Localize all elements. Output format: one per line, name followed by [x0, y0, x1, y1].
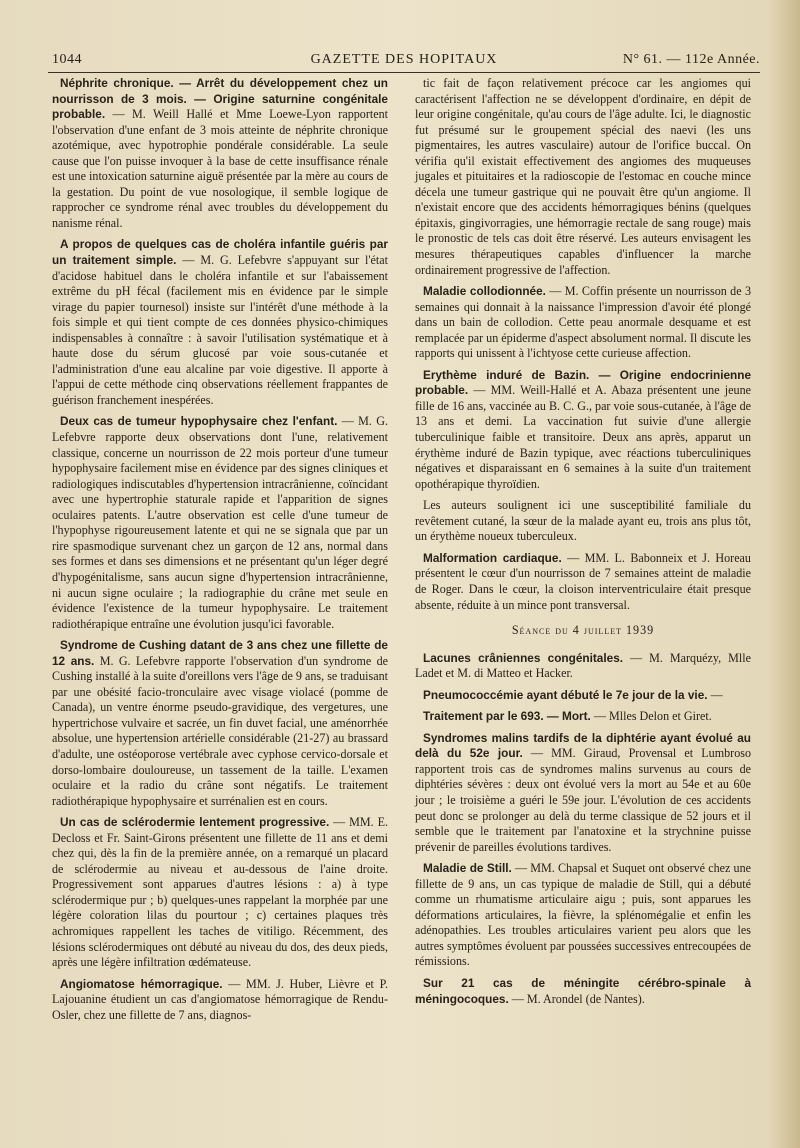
article-title: Sur 21 cas de méningite cérébro-spinale à méningocoques.	[415, 975, 751, 1006]
article-paragraph	[415, 498, 751, 545]
session-heading	[415, 623, 751, 639]
article-paragraph	[415, 731, 751, 855]
article-paragraph	[415, 284, 751, 362]
article-title: Angiomatose hémorragique.	[60, 976, 223, 991]
article-title: Malformation cardiaque.	[423, 550, 562, 565]
article-title: Erythème induré de Bazin. — Origine endocrinienne probable.	[415, 367, 751, 398]
article-title: Syndrome de Cushing datant de 3 ans chez une fillette de 12 ans.	[52, 638, 388, 668]
article-paragraph	[415, 861, 751, 970]
article-text: — MM. J. Huber, Lièvre et P. Lajouanine étudient un cas d'angiomatose hémorragique de Rendu-Osler, chez une fillette de 7 ans, diagnos-	[52, 976, 388, 1022]
left-column	[52, 76, 388, 1029]
article-text: M. G. Lefebvre rapporte l'observation d'un syndrome de Cushing installé à la suite d'oreillons vers l'âge de 9 ans, se traduisant par une obésité facio-tronculaire avec visage violacé (pomme de Canada), un ventre énorme pseudo-gravidique, des vergetures, une hypertrichose vulvaire et sacrée, un fin duvet facial, une aménorrhée absolue, une hypertension artérielle considérable (21-27) au brassard d'adulte, une ostéoporose vertébrale avec cyphose cervico-dorsale et dorso-lombaire douloureuse, un tassement de la taille. L'examen oculaire et la radio du crâne sont négatifs. Le traitement radiothérapique hypophysaire et surrénalien est en cours.	[52, 653, 388, 808]
article-title: Pneumococcémie ayant débuté le 7e jour de la vie.	[423, 687, 708, 702]
article-paragraph	[415, 368, 751, 492]
article-text: — MM. L. Babonneix et J. Horeau présentent le cœur d'un nourrisson de 7 semaines atteint de maladie de Roger. Dans le cœur, la cloison interventriculaire était presque absente, réduite à un mince pont transversal.	[415, 550, 751, 612]
article-paragraph	[52, 237, 388, 408]
article-paragraph	[415, 76, 751, 278]
article-title: Deux cas de tumeur hypophysaire chez l'enfant.	[60, 414, 338, 429]
article-paragraph	[52, 815, 388, 970]
journal-title: GAZETTE DES HOPITAUX	[310, 52, 498, 67]
article-title: Maladie collodionnée.	[423, 284, 546, 299]
article-paragraph	[415, 976, 751, 1007]
article-text: — M. Coffin présente un nourrisson de 3 semaines qui donnait à la naissance l'impression d'avoir été plongé dans un bain de collodion. Cette peau anormale desquame et est remplacée par un épiderme d'aspect absolument normal. Il discute les rapports qui unissent à l'ichtyose cette curieuse affection.	[415, 284, 751, 361]
article-paragraph	[52, 977, 388, 1024]
article-text: tic fait de façon relativement précoce car les angiomes qui caractérisent l'affection ne se développent d'ordinaire, en dépit de leur origine congénitale, qu'au cours de l'âge adulte. Ici, le diagnostic fut présumé sur le groupement spécial des naevi (les uns pigmentaires, les autres vasculaire) autour de l'orifice buccal. On vérifia qu'il existait effectivement des angiomes des muqueuses jugales et pituitaires et la radioscopie de l'estomac en couche mince décela une tumeur gastrique qui ne pouvait être qu'un angiome. Il n'existait encore que des accidents hémorragiques bénins (quelques épitaxis, gingivorragies, une hémorragie rectale de sang rouge) mais le pronostic de tels cas doit être réservé. Les auteurs envisagent les mesures thérapeutiques capables d'influencer la marche ordinairement progressive de l'affection.	[415, 76, 751, 277]
article-text: — M. G. Lefebvre rapporte deux observations dont l'une, relativement classique, concerne un nourrisson de 22 mois porteur d'une tumeur hypophysaire facilement mise en évidence par des signes cliniques et radiologiques indiscutables d'hypertension intracrânienne, coïncidant avec une hypertrophie staturale rapide et l'apparition de signes oculaires patents. L'autre observation est celle d'une tumeur de l'hypophyse rigoureusement latente et qui ne se signala que par un rire spasmodique survenant chez un garçon de 12 ans, normal dans ses formes et dans ses dimensions et ne présentant qu'un léger degré d'hypogénitalisme, sans aucun signe d'hypertension intracrânienne, ni aucun signe oculaire ; la radiographie du crâne met seule en évidence l'existence de la tumeur hypophysaire. Le traitement radiothérapique entraîne une évolution jusqu'ici favorable.	[52, 414, 388, 631]
article-title: Syndromes malins tardifs de la diphtérie ayant évolué au delà du 52e jour.	[415, 730, 751, 761]
article-paragraph	[52, 414, 388, 632]
article-title: Traitement par le 693. — Mort.	[423, 709, 591, 724]
article-paragraph	[415, 688, 751, 704]
article-text: — MM. Weill-Hallé et A. Abaza présentent une jeune fille de 16 ans, vaccinée au B. C. G., par voie sous-cutanée, à l'âge de 13 ans et demi. La vaccination fut suivie d'une allergie tuberculinique faible et transitoire. Deux ans après, apparut un érythème induré de Bazin typique, avec réactions tuberculiniques négatives et disparaissant en 6 semaines à la suite d'un traitement opothérapique thyroïdien.	[415, 383, 751, 491]
article-text: — M. Arondel (de Nantes).	[508, 991, 645, 1006]
article-paragraph	[52, 76, 388, 231]
article-text: — MM. Chapsal et Suquet ont observé chez une fillette de 9 ans, un cas typique de maladie de Still, qui a débuté comme un rhumatisme articulaire aigu ; puis, sont apparues les déformations articulaires, la fièvre, la splénomégalie et enfin les adénopathies. Les troubles articulaires varient peu alors que les autres symptômes évoluent par poussées successives entrecoupées de rémissions.	[415, 861, 752, 969]
article-text: — Mlles Delon et Giret.	[590, 709, 712, 724]
page-number: 1044	[52, 52, 82, 67]
header-rule	[48, 72, 760, 73]
article-text: — MM. E. Decloss et Fr. Saint-Girons présentent une fillette de 11 ans et demi chez qui, dès la fin de la première année, on a remarqué un placard de sclérodermie au niveau et au-dessous de l'aine droite. Progressivement sont apparues d'autres lésions : a) à type sclérodermique pur ; b) quelques-unes rappelant la morphée par une légère coloration lilas du pourtour ; c) certaines plaques très achromiques rappellent les taches de vitiligo. Récemment, des lésions sclérodermiques ont débuté au niveau du dos, des deux pieds, après une légère infiltration œdémateuse.	[52, 815, 388, 970]
article-text: — M. Weill Hallé et Mme Loewe-Lyon rapportent l'observation d'une enfant de 3 mois atteinte de néphrite chronique azotémique, avec hypotrophie pondérale considérable. La seule cause que l'on puisse invoquer à la base de cette insuffisance rénale est une intoxication saturnine aiguë présentée par la mère au cours de la gestation. Du point de vue nosologique, il semble logique de rapprocher ce syndrome rénal avec troubles du développement du nanisme rénal.	[52, 107, 388, 230]
article-paragraph	[415, 551, 751, 613]
issue-info: N° 61. — 112e Année.	[622, 52, 760, 67]
page-header	[48, 52, 760, 72]
article-title: Néphrite chronique. — Arrêt du développement chez un nourrisson de 3 mois. — Origine saturnine congénitale probable.	[52, 76, 388, 122]
article-paragraph	[415, 709, 751, 725]
article-text: — MM. Giraud, Provensal et Lumbroso rapportent trois cas de syndromes malins survenus au cours de diphtéries sévères : deux ont évolué vers la mort au 54e et au 60e jour ; le troisième a guéri le 59e jour. L'évolution de ces accidents peut donc se prolonger au delà du terme classique de 52 jours et il semble que le traitement par l'anatoxine et la strychnine puisse prévenir de pareilles évolutions tardives.	[415, 746, 751, 854]
article-title: Un cas de sclérodermie lentement progressive.	[60, 815, 330, 830]
article-text: — M. G. Lefebvre s'appuyant sur l'état d'acidose habituel dans le choléra infantile et sur l'abaissement extrême du pH fécal (facilement mis en évidence par le simple virage du papier tournesol) insiste sur l'intérêt d'une méthode à la fois simple et qui tient compte de ces données physico-chimiques indispensables à connaître : à savoir l'utilisation systématique et à haute dose du sérum glucosé par voie sous-cutanée et l'administration d'une eau alcaline par voie digestive. Il apporte à l'appui de cette méthode cinq observations réellement frappantes de guérison franchement inespérées.	[52, 253, 389, 407]
article-title: A propos de quelques cas de choléra infantile guéris par un traitement simple.	[52, 237, 388, 268]
article-title: Lacunes crâniennes congénitales.	[423, 650, 624, 665]
right-column	[415, 76, 751, 1013]
article-paragraph	[52, 638, 388, 809]
article-text: —	[707, 687, 723, 702]
article-paragraph	[415, 651, 751, 682]
article-text: Les auteurs soulignent ici une susceptibilité familiale du revêtement cutané, la sœur de la malade ayant eu, trois ans plus tôt, un érythème noueux tuberculeux.	[415, 498, 751, 544]
article-text: — M. Marquézy, Mlle Ladet et M. di Matteo et Hacker.	[415, 650, 751, 681]
article-title: Maladie de Still.	[423, 861, 512, 876]
session-date: Séance du 4 juillet 1939	[511, 623, 655, 638]
